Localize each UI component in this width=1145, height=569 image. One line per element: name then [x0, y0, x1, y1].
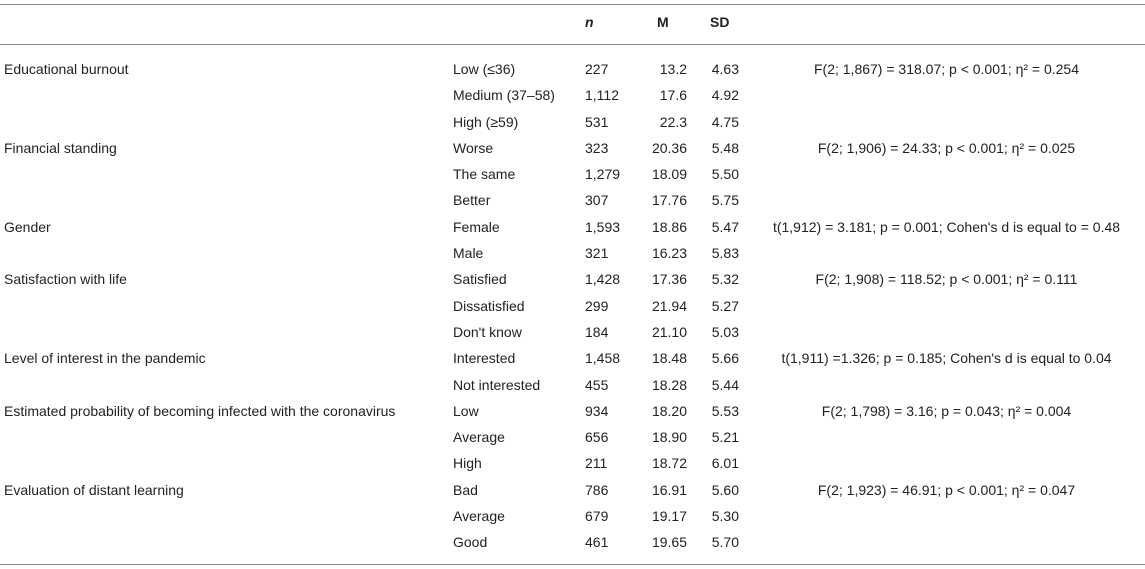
table-bottom-rule [0, 564, 1145, 565]
variable-cell: Estimated probability of becoming infected with the coronavirus [4, 402, 396, 419]
level-cell: High (≥59) [453, 113, 519, 130]
table-row [0, 345, 1145, 371]
table-row [0, 319, 1145, 345]
table-row [0, 266, 1145, 292]
mean-cell: 18.09 [651, 166, 687, 183]
level-cell: Low (≤36) [453, 61, 516, 77]
n-cell: 323 [585, 139, 609, 156]
mean-cell: 16.23 [651, 245, 687, 262]
variable-cell: Level of interest in the pandemic [4, 350, 206, 367]
n-cell: 184 [585, 323, 609, 340]
table-row [0, 187, 1145, 213]
table-row [0, 503, 1145, 529]
sd-cell: 5.44 [711, 376, 739, 393]
sd-cell: 5.60 [711, 481, 739, 498]
table-row [0, 424, 1145, 450]
mean-cell: 20.36 [651, 139, 687, 156]
mean-cell: 21.10 [651, 323, 687, 340]
variable-cell: Educational burnout [4, 61, 129, 77]
mean-cell: 17.6 [659, 87, 687, 104]
level-cell: Female [453, 218, 500, 235]
statistic-cell: F(2; 1,798) = 3.16; p = 0.043; η² = 0.004 [821, 402, 1072, 419]
table-row [0, 372, 1145, 398]
mean-cell: 18.86 [651, 218, 687, 235]
mean-cell: 18.48 [651, 350, 687, 367]
n-cell: 321 [585, 245, 609, 262]
sd-cell: 5.50 [711, 166, 739, 183]
sd-cell: 4.63 [711, 61, 739, 77]
mean-cell: 16.91 [651, 481, 687, 498]
level-cell: High [453, 455, 482, 472]
n-cell: 934 [585, 402, 609, 419]
n-cell: 656 [585, 429, 609, 446]
n-cell: 211 [585, 455, 608, 472]
sd-cell: 5.66 [711, 350, 739, 367]
statistic-cell: F(2; 1,923) = 46.91; p < 0.001; η² = 0.047 [817, 481, 1076, 498]
n-cell: 1,593 [585, 218, 621, 235]
sd-cell: 5.30 [711, 508, 739, 525]
statistic-cell: F(2; 1,867) = 318.07; p < 0.001; η² = 0.254 [813, 61, 1080, 77]
header-n: n [585, 14, 594, 30]
n-cell: 786 [585, 481, 609, 498]
sd-cell: 5.75 [711, 192, 739, 209]
mean-cell: 17.76 [651, 192, 687, 209]
n-cell: 227 [585, 61, 609, 77]
mean-cell: 13.2 [659, 61, 687, 77]
sd-cell: 5.53 [711, 402, 739, 419]
level-cell: Low [453, 402, 479, 419]
level-cell: Medium (37–58) [453, 87, 555, 104]
table-row [0, 82, 1145, 108]
n-cell: 461 [585, 534, 609, 551]
table-row [0, 529, 1145, 555]
table-body [0, 56, 1145, 556]
mean-cell: 18.28 [651, 376, 687, 393]
statistic-cell: t(1,911) =1.326; p = 0.185; Cohen's d is equal to 0.04 [781, 350, 1112, 367]
level-cell: Bad [453, 481, 478, 498]
mean-cell: 18.90 [651, 429, 687, 446]
n-cell: 1,458 [585, 350, 621, 367]
sd-cell: 5.83 [711, 245, 739, 262]
level-cell: The same [453, 166, 516, 183]
table-row [0, 398, 1145, 424]
variable-cell: Evaluation of distant learning [4, 481, 184, 498]
n-cell: 1,112 [585, 87, 619, 104]
variable-cell: Gender [4, 218, 51, 235]
statistic-cell: F(2; 1,908) = 118.52; p < 0.001; η² = 0.111 [815, 271, 1078, 288]
table-row [0, 477, 1145, 503]
mean-cell: 18.72 [651, 455, 687, 472]
header-sd: SD [710, 14, 730, 30]
header-m: M [657, 14, 669, 30]
level-cell: Not interested [453, 376, 541, 393]
level-cell: Average [453, 429, 505, 446]
table-row [0, 109, 1145, 135]
mean-cell: 22.3 [659, 113, 687, 130]
n-cell: 299 [585, 297, 609, 314]
n-cell: 1,428 [585, 271, 621, 288]
n-cell: 531 [585, 113, 609, 130]
sd-cell: 5.03 [711, 323, 739, 340]
variable-cell: Satisfaction with life [4, 271, 127, 288]
mean-cell: 19.17 [651, 508, 687, 525]
table-row [0, 161, 1145, 187]
table-row [0, 450, 1145, 476]
level-cell: Dissatisfied [453, 297, 525, 314]
sd-cell: 5.48 [711, 139, 739, 156]
level-cell: Don't know [453, 323, 522, 340]
table-row [0, 293, 1145, 319]
level-cell: Worse [453, 139, 494, 156]
level-cell: Interested [453, 350, 516, 367]
table-row [0, 56, 1145, 82]
table-row [0, 135, 1145, 161]
table-row [0, 240, 1145, 266]
table-top-rule [0, 4, 1145, 5]
statistic-cell: F(2; 1,906) = 24.33; p < 0.001; η² = 0.025 [817, 139, 1076, 156]
variable-cell: Financial standing [4, 139, 117, 156]
sd-cell: 4.92 [711, 87, 739, 104]
statistic-cell: t(1,912) = 3.181; p = 0.001; Cohen's d is equal to = 0.48 [772, 218, 1121, 235]
header-rule [0, 44, 1145, 45]
mean-cell: 19.65 [651, 534, 687, 551]
level-cell: Better [453, 192, 491, 209]
mean-cell: 17.36 [651, 271, 687, 288]
n-cell: 679 [585, 508, 609, 525]
sd-cell: 5.70 [711, 534, 739, 551]
sd-cell: 6.01 [711, 455, 739, 472]
sd-cell: 5.27 [711, 297, 739, 314]
n-cell: 307 [585, 192, 609, 209]
mean-cell: 21.94 [651, 297, 687, 314]
level-cell: Male [453, 245, 484, 262]
mean-cell: 18.20 [651, 402, 687, 419]
sd-cell: 5.47 [711, 218, 739, 235]
sd-cell: 5.32 [711, 271, 739, 288]
sd-cell: 5.21 [711, 429, 739, 446]
level-cell: Average [453, 508, 505, 525]
table-row [0, 214, 1145, 240]
level-cell: Satisfied [453, 271, 507, 288]
n-cell: 1,279 [585, 166, 621, 183]
sd-cell: 4.75 [711, 113, 739, 130]
n-cell: 455 [585, 376, 609, 393]
level-cell: Good [453, 534, 488, 551]
